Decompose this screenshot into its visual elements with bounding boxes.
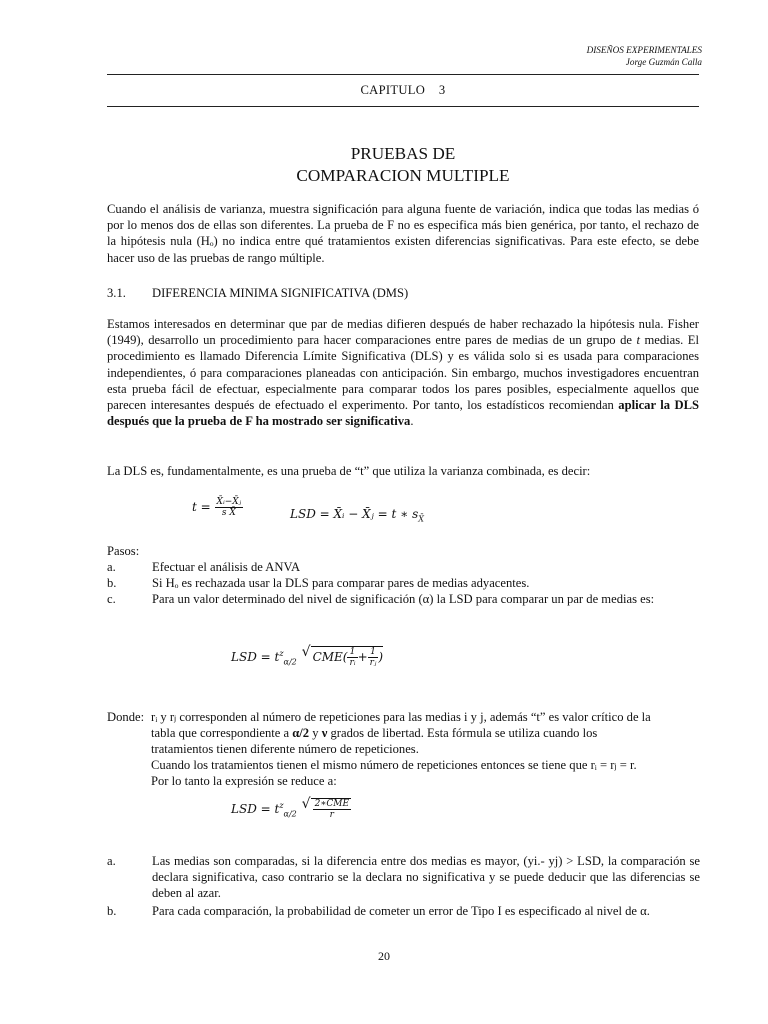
dms-text-1: Estamos interesados en determinar que par de medias difieren después de haber rechazado la hipótesis nula. Fisher (1949), desarrollo un procedimiento para hacer comparaciones entre pares de medias de un grupo de — [107, 317, 699, 348]
dms-paragraph — [107, 316, 699, 429]
t-formula-numerator: X̄ᵢ−X̄ⱼ — [216, 497, 242, 507]
step-c-letter: c. — [107, 592, 116, 606]
t-formula-lhs: t = — [192, 500, 211, 514]
dms-text-2: medias. El procedimiento es llamado Diferencia Límite Significativa (DLS) y es válida solo si es usada para comparaciones independientes, ó para comparaciones planeadas con anticipación. Sin embargo, muchos investigadores encuentran esta prueba fácil de efectuar, especialmente para comparar todos los pares posibles, especialmente aquellos que parecen interesantes después de efectuado el experimento. Por tanto, los estadísticos recomiendan — [107, 333, 699, 413]
dms-end: . — [410, 414, 414, 429]
lsd-formula — [290, 506, 424, 522]
step-a-text: Efectuar el análisis de ANVA — [152, 560, 301, 574]
lsd-formula-body: LSD = X̄ᵢ − X̄ⱼ = t ∗ s — [290, 507, 419, 521]
step-b-letter: b. — [107, 576, 117, 590]
f2-close: ) — [378, 650, 384, 664]
note-a-text: Las medias son comparadas, si la diferencia entre dos medias es mayor, (yi.- yj) > LSD, la comparación se declara significativa, caso contrario se la declara no significativa y se puede deducir que las diferencias se deben al azar. — [152, 854, 700, 901]
f3-sqrt — [311, 798, 352, 820]
title-line-1: PRUEBAS DE — [350, 144, 456, 163]
donde-line-2-mid: y — [309, 726, 322, 740]
t-formula-fraction — [215, 497, 244, 518]
donde-nu: ν — [321, 726, 328, 740]
f3-frac-num: √ 2∗CME — [314, 799, 350, 809]
steps-label: Pasos: — [107, 544, 140, 558]
chapter-label: CAPITULO 3 — [360, 83, 446, 97]
book-title: DISEÑOS EXPERIMENTALES — [586, 45, 702, 55]
section-title: DIFERENCIA MINIMA SIGNIFICATIVA (DMS) — [152, 286, 409, 300]
note-a-letter: a. — [107, 854, 116, 868]
donde-label: Donde: — [107, 710, 145, 724]
f2-sub: α/2 — [283, 657, 297, 667]
donde-line-5: Por lo tanto la expresión se reduce a: — [151, 774, 337, 788]
t-formula — [192, 497, 243, 518]
step-c-text: Para un valor determinado del nivel de significación (α) la LSD para comparar un par de medias es: — [152, 592, 655, 606]
dls-sentence: La DLS es, fundamentalmente, es una prueba de “t” que utiliza la varianza combinada, es decir: — [107, 464, 591, 478]
donde-alpha-half: α/2 — [292, 726, 310, 740]
dms-t-italic: t — [636, 333, 640, 348]
donde-line-4: Cuando los tratamientos tienen el mismo número de repeticiones entonces se tiene que rᵢ = rⱼ = r. — [151, 758, 637, 772]
header-rule-top — [107, 74, 699, 75]
f2-frac-i — [347, 647, 357, 668]
f3-lhs: LSD = t — [231, 802, 280, 816]
note-b-text: Para cada comparación, la probabilidad de cometer un error de Tipo I es especificado al nivel de α. — [152, 904, 650, 918]
section-number: 3.1. — [107, 286, 126, 300]
f2-plus: + — [357, 650, 368, 664]
donde-line-1: rᵢ y rⱼ corresponden al número de repeticiones para las medias i y j, además “t” es valor crítico de la — [151, 710, 651, 724]
header-rule-bottom — [107, 106, 699, 107]
f2-frac-j-den: rⱼ — [369, 658, 377, 668]
f2-frac-j-num: 1 — [368, 647, 379, 658]
f2-frac-i-num: 1 — [347, 647, 357, 658]
f2-frac-j — [368, 647, 379, 668]
f2-sup: z — [279, 649, 284, 658]
f3-frac — [313, 799, 352, 820]
lsd-general-formula — [231, 646, 383, 668]
f2-sqrt — [311, 646, 383, 668]
title-line-2: COMPARACION MULTIPLE — [296, 165, 510, 185]
note-b-letter: b. — [107, 904, 117, 918]
dms-bold-recommendation: aplicar la DLS después que la prueba de F ha mostrado ser significativa — [107, 398, 700, 429]
f2-frac-i-den: rᵢ — [349, 658, 356, 668]
step-b-text: Si Hₒ es rechazada usar la DLS para comparar pares de medias adyacentes. — [152, 576, 530, 590]
f2-lhs: LSD = t — [231, 650, 280, 664]
page-title — [107, 143, 699, 186]
f2-inner: CME( — [312, 650, 348, 664]
f3-frac-den: r — [313, 809, 352, 820]
donde-line-2-pre: tabla que correspondiente a — [151, 726, 293, 740]
step-a-letter: a. — [107, 560, 116, 574]
intro-paragraph: Cuando el análisis de varianza, muestra significación para alguna fuente de variación, indica que todas las medias ó por lo menos dos de ellas son diferentes. La prueba de F no es especifica más bien genérica, por tanto, el rechazo de la hipótesis nula (Hₒ) no indica entre qué tratamientos existen diferencias significativas. Para este efecto, se debe hacer uso de las pruebas de rango múltiple. — [107, 202, 699, 265]
page-number: 20 — [378, 949, 390, 963]
donde-line-2 — [151, 725, 701, 741]
f3-sub: α/2 — [283, 809, 297, 819]
lsd-formula-sub: X̄ — [418, 514, 424, 524]
donde-line-2-post: grados de libertad. Esta fórmula se utiliza cuando los — [327, 726, 598, 740]
t-formula-denominator: s X̄ — [221, 508, 236, 518]
f3-sup: z — [279, 801, 284, 810]
lsd-equal-reps-formula — [231, 798, 351, 820]
author-name: Jorge Guzmán Calla — [625, 57, 702, 67]
donde-line-3: tratamientos tienen diferente número de repeticiones. — [151, 742, 419, 756]
